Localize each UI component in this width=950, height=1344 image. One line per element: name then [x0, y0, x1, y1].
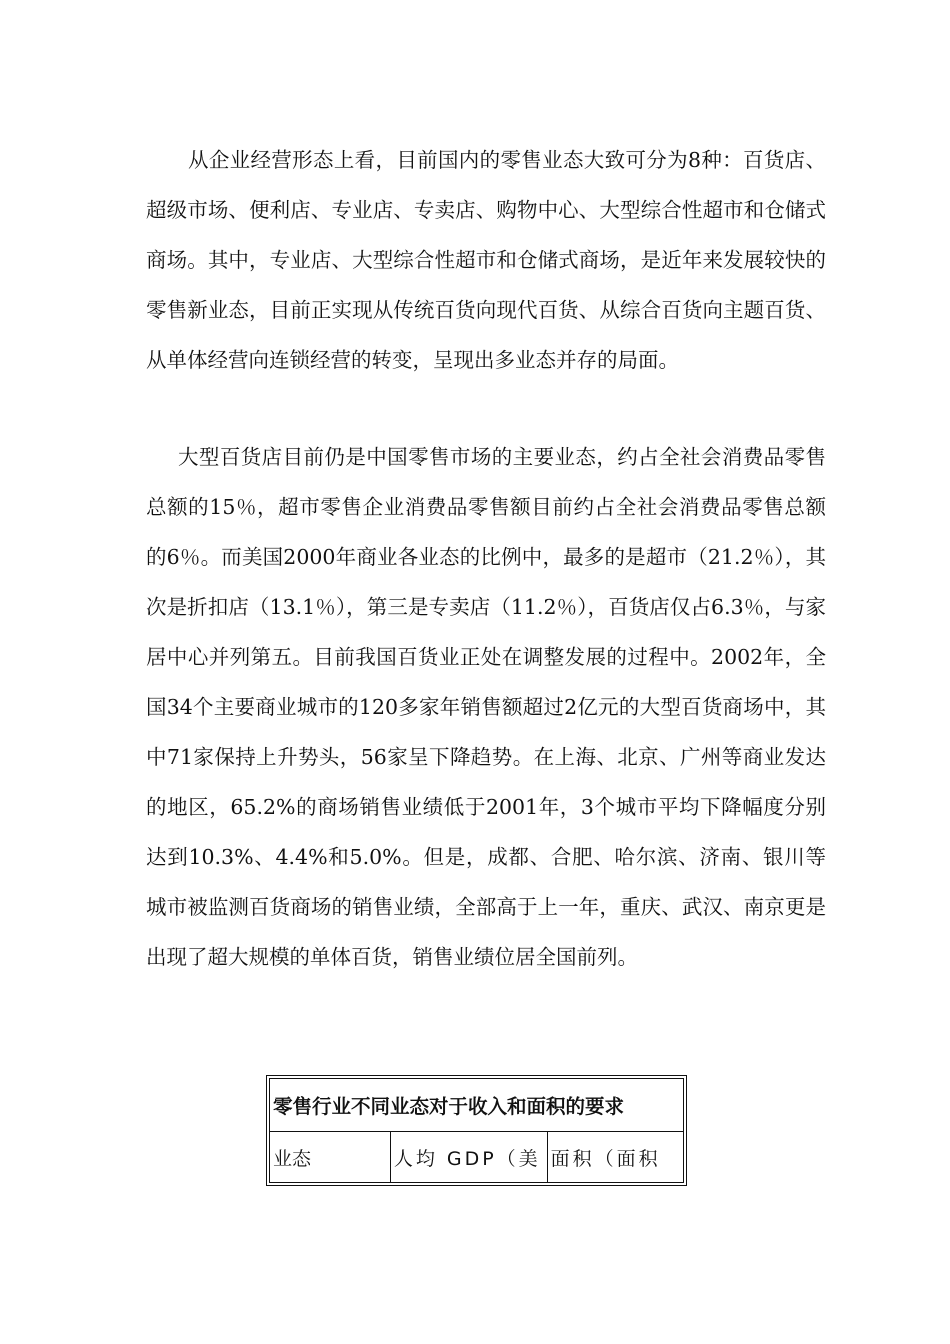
header-gdp-per-capita: 人均 GDP（美 — [390, 1132, 547, 1183]
retail-format-table — [266, 1075, 687, 1186]
header-area: 面积（面积 — [547, 1132, 683, 1183]
paragraph-retail-formats: 从企业经营形态上看，目前国内的零售业态大致可分为8种：百货店、超级市场、便利店、专业店、专卖店、购物中心、大型综合性超市和仓储式商场。其中，专业店、大型综合性超市和仓储式商场，是近年来发展较快的零售新业态，目前正实现从传统百货向现代百货、从综合百货向主题百货、从单体经营向连锁经营的转变，呈现出多业态并存的局面。 — [146, 148, 826, 372]
header-format: 业态 — [270, 1132, 391, 1183]
table-header-row — [270, 1132, 684, 1183]
table-grid — [269, 1078, 684, 1183]
table-title: 零售行业不同业态对于收入和面积的要求 — [270, 1079, 684, 1132]
paragraph-department-store-share: 大型百货店目前仍是中国零售市场的主要业态，约占全社会消费品零售总额的15％，超市零售企业消费品零售额目前约占全社会消费品零售总额的6％。而美国2000年商业各业态的比例中，最多的是超市（21.2％），其次是折扣店（13.1％），第三是专卖店（11.2％），百货店仅占6.3％，与家居中心并列第五。目前我国百货业正处在调整发展的过程中。2002年，全国34个主要商业城市的120多家年销售额超过2亿元的大型百货商场中，其中71家保持上升势头，56家呈下降趋势。在上海、北京、广州等商业发达的地区，65.2%的商场销售业绩低于2001年，3个城市平均下降幅度分别达到10.3%、4.4%和5.0%。但是，成都、合肥、哈尔滨、济南、银川等城市被监测百货商场的销售业绩，全部高于上一年，重庆、武汉、南京更是出现了超大规模的单体百货，销售业绩位居全国前列。 — [146, 445, 826, 969]
table-title-row — [270, 1079, 684, 1132]
